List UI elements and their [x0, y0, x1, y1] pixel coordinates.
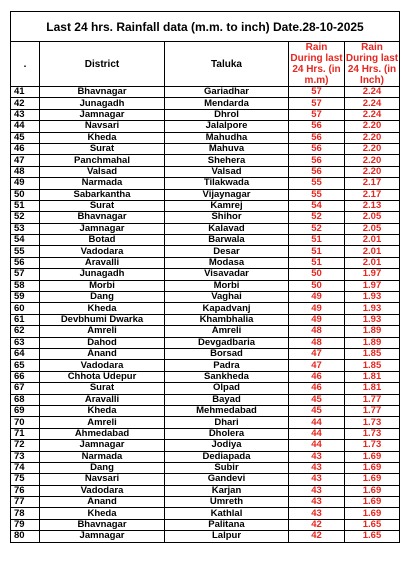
row-serial: 47	[11, 155, 40, 166]
row-rain-mm: 52	[289, 212, 345, 223]
row-taluka: Mahuva	[165, 143, 289, 154]
row-serial: 64	[11, 348, 40, 359]
row-serial: 76	[11, 485, 40, 496]
row-serial: 77	[11, 497, 40, 508]
header-serial: .	[11, 42, 40, 87]
row-rain-inch: 2.20	[345, 121, 400, 132]
row-rain-inch: 1.77	[345, 405, 400, 416]
row-rain-inch: 2.05	[345, 223, 400, 234]
row-rain-inch: 1.93	[345, 314, 400, 325]
row-rain-mm: 49	[289, 292, 345, 303]
row-taluka: Umreth	[165, 497, 289, 508]
row-serial: 54	[11, 235, 40, 246]
row-district: Bhavnagar	[40, 519, 165, 530]
row-rain-inch: 1.69	[345, 508, 400, 519]
row-taluka: Lalpur	[165, 531, 289, 542]
table-row	[11, 314, 400, 325]
row-taluka: Kathlal	[165, 508, 289, 519]
row-taluka: Jodiya	[165, 440, 289, 451]
row-district: Dahod	[40, 337, 165, 348]
table-row	[11, 462, 400, 473]
table-row	[11, 292, 400, 303]
row-taluka: Khambhalia	[165, 314, 289, 325]
row-district: Dang	[40, 462, 165, 473]
row-serial: 73	[11, 451, 40, 462]
row-rain-mm: 51	[289, 257, 345, 268]
row-taluka: Devgadbaria	[165, 337, 289, 348]
row-district: Vadodara	[40, 246, 165, 257]
row-rain-inch: 2.05	[345, 212, 400, 223]
row-rain-mm: 46	[289, 371, 345, 382]
row-serial: 48	[11, 166, 40, 177]
row-serial: 43	[11, 109, 40, 120]
rainfall-table	[10, 11, 400, 543]
table-row	[11, 303, 400, 314]
table-row	[11, 497, 400, 508]
row-serial: 58	[11, 280, 40, 291]
row-serial: 79	[11, 519, 40, 530]
row-rain-mm: 52	[289, 223, 345, 234]
row-taluka: Mendarda	[165, 98, 289, 109]
row-taluka: Mehmedabad	[165, 405, 289, 416]
table-body	[11, 87, 400, 543]
table-row	[11, 132, 400, 143]
row-rain-inch: 2.20	[345, 143, 400, 154]
row-taluka: Kapadvanj	[165, 303, 289, 314]
row-rain-mm: 57	[289, 109, 345, 120]
row-rain-inch: 1.77	[345, 394, 400, 405]
row-rain-mm: 55	[289, 189, 345, 200]
row-rain-mm: 57	[289, 87, 345, 98]
table-row	[11, 189, 400, 200]
row-rain-inch: 1.69	[345, 451, 400, 462]
row-district: Narmada	[40, 451, 165, 462]
row-rain-mm: 56	[289, 121, 345, 132]
table-row	[11, 280, 400, 291]
row-rain-inch: 2.01	[345, 257, 400, 268]
row-rain-mm: 56	[289, 155, 345, 166]
row-district: Amreli	[40, 417, 165, 428]
table-row	[11, 87, 400, 98]
row-taluka: Dhrol	[165, 109, 289, 120]
row-district: Amreli	[40, 326, 165, 337]
row-rain-mm: 42	[289, 531, 345, 542]
row-district: Jamnagar	[40, 440, 165, 451]
row-rain-inch: 2.01	[345, 246, 400, 257]
table-row	[11, 383, 400, 394]
row-rain-inch: 2.20	[345, 166, 400, 177]
table-row	[11, 223, 400, 234]
row-serial: 45	[11, 132, 40, 143]
row-serial: 57	[11, 269, 40, 280]
row-serial: 75	[11, 474, 40, 485]
row-district: Valsad	[40, 166, 165, 177]
row-rain-mm: 56	[289, 143, 345, 154]
row-taluka: Karjan	[165, 485, 289, 496]
row-rain-inch: 2.01	[345, 235, 400, 246]
row-rain-mm: 47	[289, 360, 345, 371]
row-district: Kheda	[40, 132, 165, 143]
row-taluka: Dhari	[165, 417, 289, 428]
row-rain-inch: 1.93	[345, 292, 400, 303]
row-serial: 56	[11, 257, 40, 268]
row-district: Jamnagar	[40, 531, 165, 542]
header-rain-inch: Rain During last 24 Hrs. (in Inch)	[345, 42, 399, 86]
row-rain-mm: 43	[289, 485, 345, 496]
row-rain-mm: 45	[289, 405, 345, 416]
table-row	[11, 337, 400, 348]
table-row	[11, 405, 400, 416]
row-district: Aravalli	[40, 394, 165, 405]
row-district: Vadodara	[40, 360, 165, 371]
row-rain-inch: 2.13	[345, 200, 400, 211]
row-district: Kheda	[40, 508, 165, 519]
row-rain-inch: 1.89	[345, 326, 400, 337]
row-district: Chhota Udepur	[40, 371, 165, 382]
table-row	[11, 417, 400, 428]
row-taluka: Barwala	[165, 235, 289, 246]
row-serial: 50	[11, 189, 40, 200]
row-taluka: Vijaynagar	[165, 189, 289, 200]
row-taluka: Amreli	[165, 326, 289, 337]
row-taluka: Gandevi	[165, 474, 289, 485]
row-district: Aravalli	[40, 257, 165, 268]
row-district: Vadodara	[40, 485, 165, 496]
table-row	[11, 451, 400, 462]
row-rain-mm: 45	[289, 394, 345, 405]
row-district: Morbi	[40, 280, 165, 291]
row-taluka: Vaghai	[165, 292, 289, 303]
row-serial: 46	[11, 143, 40, 154]
row-rain-inch: 1.97	[345, 280, 400, 291]
row-rain-inch: 2.24	[345, 109, 400, 120]
row-taluka: Kamrej	[165, 200, 289, 211]
row-rain-inch: 2.24	[345, 87, 400, 98]
row-rain-mm: 51	[289, 235, 345, 246]
row-rain-mm: 50	[289, 269, 345, 280]
row-rain-inch: 2.24	[345, 98, 400, 109]
row-district: Narmada	[40, 178, 165, 189]
table-row	[11, 531, 400, 542]
row-rain-inch: 1.73	[345, 417, 400, 428]
table-title: Last 24 hrs. Rainfall data (m.m. to inch) Date.28-10-2025	[11, 12, 400, 42]
row-taluka: Mahudha	[165, 132, 289, 143]
table-row	[11, 474, 400, 485]
row-rain-inch: 1.69	[345, 474, 400, 485]
row-rain-inch: 1.65	[345, 519, 400, 530]
table-row	[11, 257, 400, 268]
row-rain-mm: 43	[289, 508, 345, 519]
row-district: Devbhumi Dwarka	[40, 314, 165, 325]
row-rain-inch: 1.93	[345, 303, 400, 314]
row-rain-inch: 2.17	[345, 178, 400, 189]
row-rain-mm: 50	[289, 280, 345, 291]
row-serial: 63	[11, 337, 40, 348]
title-row	[11, 12, 400, 42]
row-serial: 49	[11, 178, 40, 189]
table-row	[11, 109, 400, 120]
row-taluka: Sankheda	[165, 371, 289, 382]
row-rain-inch: 1.69	[345, 497, 400, 508]
table-row	[11, 519, 400, 530]
table-row	[11, 200, 400, 211]
table-row	[11, 98, 400, 109]
row-serial: 55	[11, 246, 40, 257]
row-serial: 51	[11, 200, 40, 211]
row-taluka: Dediapada	[165, 451, 289, 462]
row-serial: 60	[11, 303, 40, 314]
header-row	[11, 42, 400, 87]
row-taluka: Olpad	[165, 383, 289, 394]
row-rain-mm: 47	[289, 348, 345, 359]
row-serial: 70	[11, 417, 40, 428]
row-taluka: Kalavad	[165, 223, 289, 234]
row-district: Panchmahal	[40, 155, 165, 166]
row-rain-inch: 1.85	[345, 360, 400, 371]
row-serial: 65	[11, 360, 40, 371]
row-rain-inch: 1.97	[345, 269, 400, 280]
row-taluka: Shihor	[165, 212, 289, 223]
row-rain-inch: 1.73	[345, 440, 400, 451]
row-district: Dang	[40, 292, 165, 303]
row-district: Navsari	[40, 474, 165, 485]
row-rain-inch: 1.81	[345, 383, 400, 394]
row-serial: 72	[11, 440, 40, 451]
table-row	[11, 360, 400, 371]
row-rain-mm: 43	[289, 497, 345, 508]
row-serial: 59	[11, 292, 40, 303]
row-serial: 66	[11, 371, 40, 382]
row-rain-inch: 2.17	[345, 189, 400, 200]
row-rain-mm: 44	[289, 428, 345, 439]
row-rain-mm: 48	[289, 337, 345, 348]
row-rain-mm: 49	[289, 314, 345, 325]
row-district: Anand	[40, 497, 165, 508]
row-taluka: Borsad	[165, 348, 289, 359]
row-district: Junagadh	[40, 269, 165, 280]
row-rain-inch: 1.69	[345, 485, 400, 496]
row-serial: 71	[11, 428, 40, 439]
row-rain-inch: 2.20	[345, 155, 400, 166]
row-taluka: Palitana	[165, 519, 289, 530]
row-district: Sabarkantha	[40, 189, 165, 200]
row-district: Anand	[40, 348, 165, 359]
row-rain-mm: 55	[289, 178, 345, 189]
rainfall-sheet	[10, 11, 399, 543]
row-serial: 67	[11, 383, 40, 394]
row-district: Kheda	[40, 405, 165, 416]
row-rain-inch: 2.20	[345, 132, 400, 143]
row-district: Botad	[40, 235, 165, 246]
row-rain-mm: 51	[289, 246, 345, 257]
row-serial: 78	[11, 508, 40, 519]
row-district: Ahmedabad	[40, 428, 165, 439]
row-serial: 44	[11, 121, 40, 132]
table-row	[11, 394, 400, 405]
table-row	[11, 428, 400, 439]
row-serial: 69	[11, 405, 40, 416]
row-taluka: Dholera	[165, 428, 289, 439]
table-row	[11, 269, 400, 280]
row-serial: 42	[11, 98, 40, 109]
row-district: Bhavnagar	[40, 212, 165, 223]
row-serial: 61	[11, 314, 40, 325]
row-rain-mm: 49	[289, 303, 345, 314]
table-row	[11, 121, 400, 132]
row-rain-inch: 1.73	[345, 428, 400, 439]
row-rain-mm: 43	[289, 474, 345, 485]
row-district: Jamnagar	[40, 223, 165, 234]
row-serial: 74	[11, 462, 40, 473]
row-serial: 68	[11, 394, 40, 405]
row-rain-mm: 43	[289, 451, 345, 462]
row-district: Surat	[40, 383, 165, 394]
row-district: Jamnagar	[40, 109, 165, 120]
row-taluka: Gariadhar	[165, 87, 289, 98]
table-row	[11, 348, 400, 359]
header-taluka: Taluka	[165, 42, 289, 87]
row-rain-mm: 43	[289, 462, 345, 473]
row-rain-inch: 1.65	[345, 531, 400, 542]
row-taluka: Morbi	[165, 280, 289, 291]
row-taluka: Valsad	[165, 166, 289, 177]
row-taluka: Tilakwada	[165, 178, 289, 189]
table-row	[11, 440, 400, 451]
row-rain-mm: 56	[289, 132, 345, 143]
table-row	[11, 212, 400, 223]
row-taluka: Shehera	[165, 155, 289, 166]
row-rain-mm: 48	[289, 326, 345, 337]
row-rain-inch: 1.89	[345, 337, 400, 348]
row-taluka: Modasa	[165, 257, 289, 268]
row-serial: 62	[11, 326, 40, 337]
table-row	[11, 143, 400, 154]
row-district: Kheda	[40, 303, 165, 314]
row-serial: 52	[11, 212, 40, 223]
table-row	[11, 326, 400, 337]
row-serial: 80	[11, 531, 40, 542]
table-row	[11, 166, 400, 177]
table-row	[11, 485, 400, 496]
row-taluka: Bayad	[165, 394, 289, 405]
header-rain-mm: Rain During last 24 Hrs. (in m.m)	[290, 42, 343, 86]
table-row	[11, 508, 400, 519]
table-row	[11, 178, 400, 189]
row-serial: 41	[11, 87, 40, 98]
row-rain-mm: 44	[289, 417, 345, 428]
row-rain-inch: 1.69	[345, 462, 400, 473]
row-taluka: Subir	[165, 462, 289, 473]
table-row	[11, 155, 400, 166]
table-row	[11, 371, 400, 382]
row-taluka: Visavadar	[165, 269, 289, 280]
row-taluka: Desar	[165, 246, 289, 257]
row-district: Navsari	[40, 121, 165, 132]
row-rain-mm: 54	[289, 200, 345, 211]
row-rain-mm: 46	[289, 383, 345, 394]
row-rain-mm: 42	[289, 519, 345, 530]
row-taluka: Jalalpore	[165, 121, 289, 132]
row-rain-mm: 56	[289, 166, 345, 177]
row-rain-inch: 1.85	[345, 348, 400, 359]
row-district: Surat	[40, 200, 165, 211]
table-row	[11, 235, 400, 246]
row-district: Junagadh	[40, 98, 165, 109]
table-row	[11, 246, 400, 257]
row-taluka: Padra	[165, 360, 289, 371]
row-district: Surat	[40, 143, 165, 154]
row-district: Bhavnagar	[40, 87, 165, 98]
row-rain-mm: 44	[289, 440, 345, 451]
row-rain-mm: 57	[289, 98, 345, 109]
header-district: District	[40, 42, 165, 87]
row-serial: 53	[11, 223, 40, 234]
row-rain-inch: 1.81	[345, 371, 400, 382]
